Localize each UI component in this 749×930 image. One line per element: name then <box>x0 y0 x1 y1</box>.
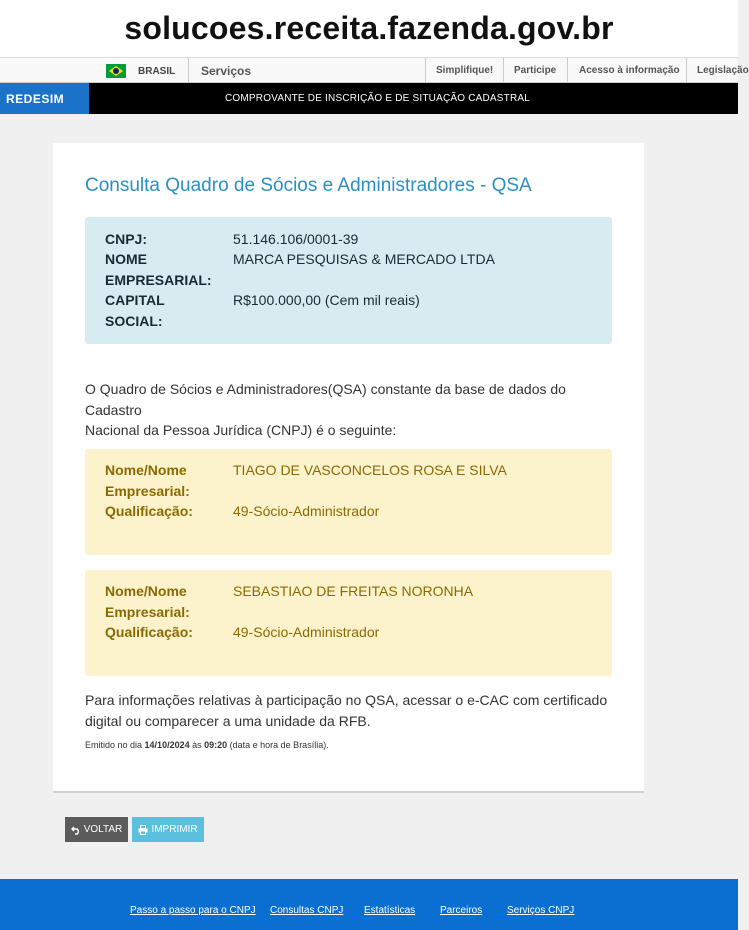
gov-link-legislacao[interactable]: Legislação <box>697 65 749 76</box>
imprimir-label: IMPRIMIR <box>151 824 198 835</box>
divider <box>188 58 189 84</box>
gov-bar <box>0 57 749 83</box>
gov-brasil-link[interactable] <box>106 58 175 84</box>
header-title: COMPROVANTE DE INSCRIÇÃO E DE SITUAÇÃO CADASTRAL <box>225 93 531 104</box>
footer-link-parceiros[interactable]: Parceiros <box>440 905 483 916</box>
intro-line: Nacional da Pessoa Jurídica (CNPJ) é o seguinte: <box>85 422 397 438</box>
undo-icon <box>71 825 81 835</box>
partner-qual: 49-Sócio-Administrador <box>233 624 380 640</box>
gov-link-acesso-informacao[interactable]: Acesso à informação <box>579 65 680 76</box>
footer-link-estatisticas[interactable]: Estatísticas <box>364 905 416 916</box>
divider <box>686 58 687 84</box>
gov-brasil-label: BRASIL <box>138 65 176 77</box>
intro-line: O Quadro de Sócios e Administradores(QSA) constante da base de dados do Cadastro <box>85 381 566 418</box>
imprimir-button[interactable] <box>132 817 204 842</box>
footer <box>0 879 738 930</box>
company-info-box <box>85 217 612 344</box>
footer-link-consultas[interactable]: Consultas CNPJ <box>270 905 344 916</box>
gov-servicos-link[interactable]: Serviços <box>201 64 252 78</box>
emitido-text <box>85 740 329 750</box>
partner-name-label-line2: Empresarial: <box>105 604 190 620</box>
emitido-prefix: Emitido no dia <box>85 740 145 750</box>
emitido-date: 14/10/2024 <box>144 740 190 750</box>
voltar-button[interactable] <box>65 817 128 842</box>
partner-qual-label: Qualificação: <box>105 503 193 519</box>
brazil-flag-icon <box>106 64 126 78</box>
nome-label-line2: EMPRESARIAL: <box>105 272 212 288</box>
url-bar[interactable] <box>0 0 738 57</box>
partner-qual: 49-Sócio-Administrador <box>233 503 380 519</box>
url-text: solucoes.receita.fazenda.gov.br <box>124 10 614 46</box>
partner-name-label-line2: Empresarial: <box>105 483 190 499</box>
divider <box>567 58 568 84</box>
divider <box>425 58 426 84</box>
content-card <box>53 143 644 793</box>
cnpj-value: 51.146.106/0001-39 <box>233 231 359 247</box>
header-bar <box>0 83 738 114</box>
gov-link-participe[interactable]: Participe <box>514 65 557 76</box>
nome-value: MARCA PESQUISAS & MERCADO LTDA <box>233 251 495 267</box>
page-title: Consulta Quadro de Sócios e Administradores - QSA <box>85 175 532 196</box>
divider <box>503 58 504 84</box>
voltar-label: VOLTAR <box>83 824 123 835</box>
emitido-mid: às <box>189 740 205 750</box>
partner-box <box>85 570 612 676</box>
emitido-time: 09:20 <box>204 740 228 750</box>
partner-box <box>85 449 612 555</box>
emitido-suffix: (data e hora de Brasília). <box>227 740 329 750</box>
footer-note-line: Para informações relativas à participação no QSA, acessar o e-CAC com certificado <box>85 692 608 708</box>
partner-name-label-line1: Nome/Nome <box>105 583 187 599</box>
gov-link-simplifique[interactable]: Simplifique! <box>436 65 494 76</box>
partner-name: TIAGO DE VASCONCELOS ROSA E SILVA <box>233 462 507 478</box>
redesim-logo[interactable]: REDESIM <box>0 83 89 114</box>
footer-note-line: digital ou comparecer a uma unidade da RFB. <box>85 712 371 729</box>
partner-qual-label: Qualificação: <box>105 624 193 640</box>
capital-label-line1: CAPITAL <box>105 292 165 308</box>
footer-link-servicos[interactable]: Serviços CNPJ <box>507 905 575 916</box>
partner-name-label-line1: Nome/Nome <box>105 462 187 478</box>
cnpj-label: CNPJ: <box>105 231 148 247</box>
nome-label-line1: NOME <box>105 251 147 267</box>
capital-value: R$100.000,00 (Cem mil reais) <box>233 292 420 308</box>
footer-note <box>85 690 615 731</box>
footer-link-passo-a-passo[interactable]: Passo a passo para o CNPJ <box>130 905 256 916</box>
intro-text <box>85 379 615 441</box>
printer-icon <box>138 825 148 835</box>
capital-label-line2: SOCIAL: <box>105 313 163 329</box>
partner-name: SEBASTIAO DE FREITAS NORONHA <box>233 583 474 599</box>
